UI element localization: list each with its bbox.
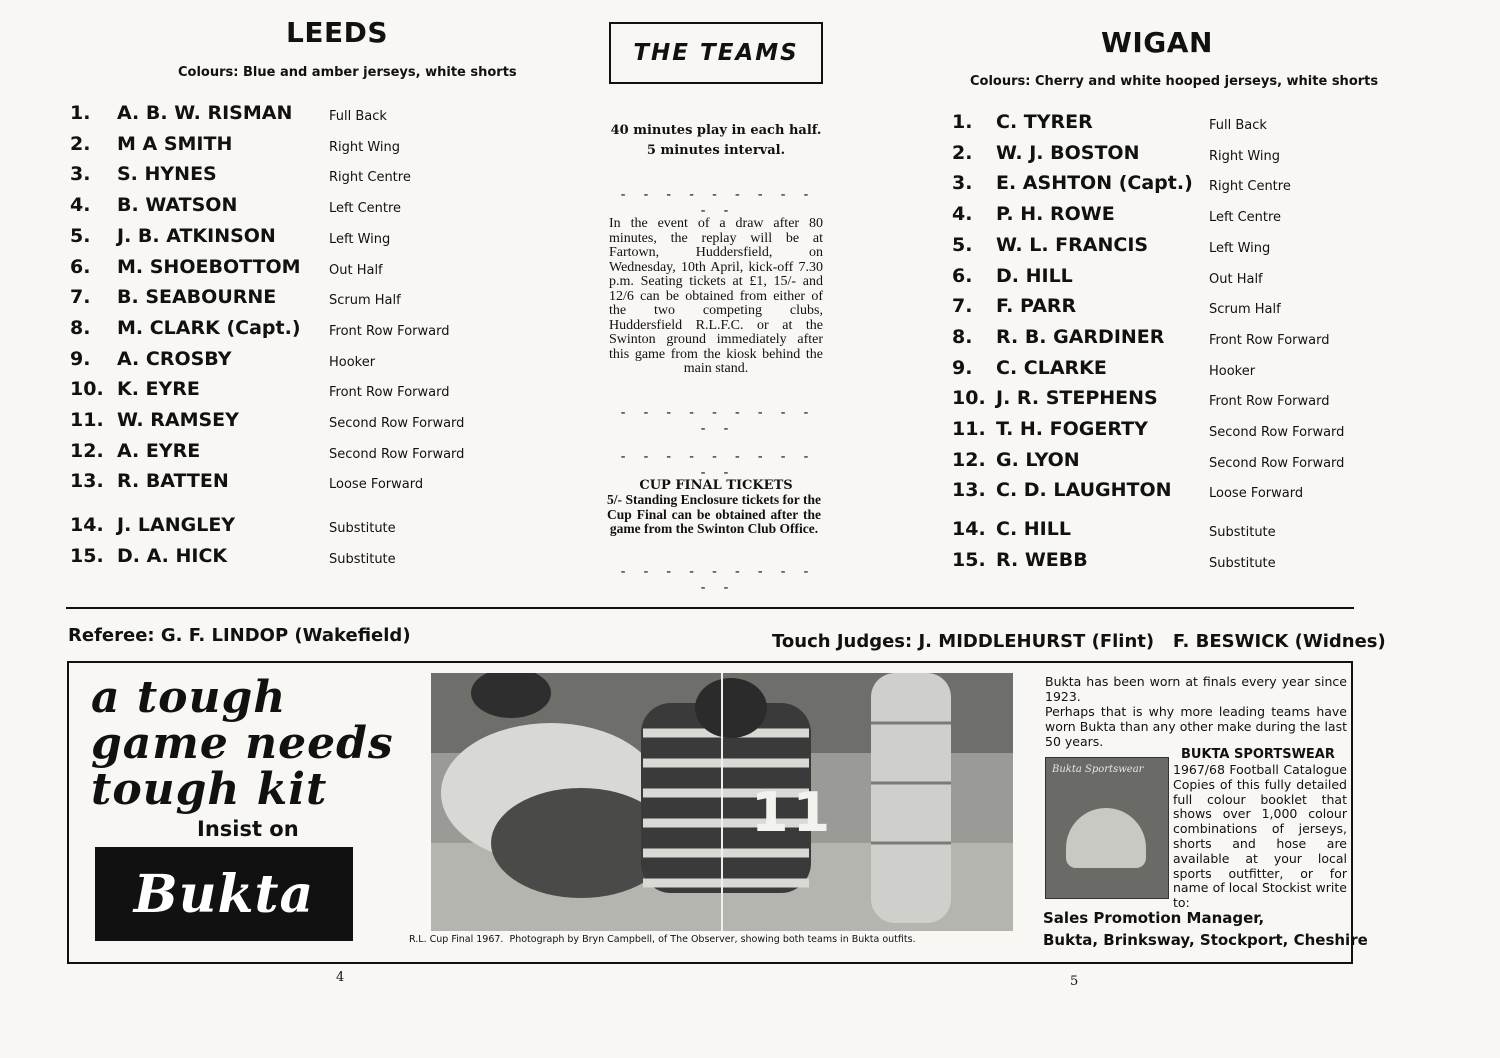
player-number: 4. [70, 194, 91, 217]
player-number: 8. [70, 316, 91, 339]
player-name: R. B. GARDINER [996, 325, 1165, 348]
player-name: T. H. FOGERTY [996, 418, 1148, 440]
player-position: Out Half [329, 262, 383, 278]
player-position: Front Row Forward [329, 323, 450, 339]
player-number: 5. [70, 224, 91, 247]
player-number: 2. [70, 132, 91, 155]
player-number: 5. [952, 233, 973, 256]
catalogue-cover-title: Bukta Sportswear [1052, 764, 1144, 775]
player-name: J. R. STEPHENS [996, 387, 1158, 410]
the-teams-heading: THE TEAMS [633, 40, 799, 66]
player-position: Hooker [1209, 363, 1256, 379]
ad-slogan-line1: a tough [91, 672, 287, 723]
touch-judges: Touch Judges: J. MIDDLEHURST (Flint) F. BESWICK (Widnes) [772, 631, 1386, 652]
player-name: W. RAMSEY [117, 409, 239, 431]
player-name: W. J. BOSTON [996, 141, 1140, 164]
player-position: Substitute [1209, 525, 1276, 541]
player-number: 12. [70, 439, 104, 462]
referee: Referee: G. F. LINDOP (Wakefield) [68, 625, 411, 646]
player-name: S. HYNES [117, 163, 217, 186]
player-name: C. D. LAUGHTON [996, 479, 1172, 502]
player-position: Hooker [329, 354, 376, 370]
player-position: Right Centre [329, 170, 411, 186]
separator-4: - - - - - - - - - - - [618, 564, 814, 596]
separator-1: - - - - - - - - - - - [618, 187, 814, 219]
bukta-sportswear-heading: BUKTA SPORTSWEAR [1181, 747, 1335, 762]
player-name: E. ASHTON (Capt.) [996, 172, 1193, 195]
player-name: A. CROSBY [117, 347, 232, 370]
address-line1: Sales Promotion Manager, [1043, 909, 1265, 927]
player-number: 6. [70, 255, 91, 278]
photo-caption: R.L. Cup Final 1967. Photograph by Bryn Campbell, of The Observer, showing both teams in Bukta outfits. [409, 934, 916, 945]
player-name: M. SHOEBOTTOM [117, 255, 301, 278]
photo-shirt-number: 11 [751, 781, 835, 844]
player-name: B. SEABOURNE [117, 286, 277, 309]
player-position: Full Back [1209, 118, 1267, 133]
player-number: 3. [70, 163, 91, 186]
player-position: Front Row Forward [1209, 394, 1330, 410]
player-name: R. BATTEN [117, 470, 229, 493]
leeds-title: LEEDS [286, 16, 389, 49]
player-name: W. L. FRANCIS [996, 233, 1149, 256]
player-position: Right Wing [1209, 148, 1281, 164]
page-number-right: 5 [1070, 974, 1079, 989]
player-position: Loose Forward [1209, 486, 1304, 502]
player-number: 11. [70, 409, 104, 431]
ad-slogan-line3: tough kit [91, 764, 328, 815]
player-number: 14. [952, 518, 986, 541]
player-number: 10. [70, 378, 104, 401]
player-number: 10. [952, 387, 986, 410]
player-position: Left Wing [1209, 240, 1271, 256]
bukta-advert [67, 661, 1368, 964]
player-name: A. EYRE [117, 439, 201, 462]
cup-final-tickets-text: 5/- Standing Enclosure tickets for the Cup Final can be obtained after the game from the Swinton Club Office. [607, 492, 821, 536]
player-position: Left Wing [329, 231, 391, 247]
player-position: Right Wing [329, 139, 401, 155]
leeds-colours: Colours: Blue and amber jerseys, white shorts [178, 65, 517, 80]
player-name: M A SMITH [117, 132, 233, 155]
player-number: 4. [952, 203, 973, 226]
player-position: Right Centre [1209, 179, 1291, 195]
player-number: 13. [952, 479, 986, 502]
player-name: K. EYRE [117, 378, 200, 401]
player-position: Full Back [329, 109, 387, 124]
player-position: Loose Forward [329, 477, 424, 493]
player-name: J. B. ATKINSON [117, 224, 276, 247]
player-position: Scrum Half [1209, 302, 1281, 318]
player-number: 15. [952, 548, 986, 571]
ad-insist-on: Insist on [197, 817, 299, 841]
player-number: 8. [952, 325, 973, 348]
player-position: Substitute [1209, 555, 1276, 571]
cup-final-photo [431, 673, 1013, 931]
the-teams-box [609, 22, 823, 84]
page-number-left: 4 [336, 970, 345, 985]
player-number: 13. [70, 470, 104, 493]
player-name: P. H. ROWE [996, 203, 1115, 226]
separator-2: - - - - - - - - - - - [618, 405, 814, 437]
wigan-title: WIGAN [1101, 26, 1213, 59]
wigan-colours: Colours: Cherry and white hooped jerseys, white shorts [970, 74, 1379, 89]
player-name: D. A. HICK [117, 544, 228, 567]
player-number: 6. [952, 264, 973, 287]
player-number: 12. [952, 448, 986, 471]
player-position: Front Row Forward [1209, 332, 1330, 348]
player-name: G. LYON [996, 448, 1080, 471]
separator-3: - - - - - - - - - - - [618, 449, 814, 481]
player-number: 11. [952, 418, 986, 440]
photo-illustration [431, 673, 1013, 931]
player-name: M. CLARK (Capt.) [117, 316, 301, 339]
ad-leading-teams-text: Perhaps that is why more leading teams have worn Bukta than any other make during the last 50 years. [1045, 704, 1347, 749]
play-info-line1: 40 minutes play in each half. [610, 123, 822, 138]
player-position: Scrum Half [329, 293, 401, 309]
player-number: 1. [70, 102, 91, 124]
ad-slogan-line2: game needs [91, 718, 394, 769]
ad-history-text: Bukta has been worn at finals every year since 1923. [1045, 674, 1347, 704]
player-position: Substitute [329, 551, 396, 567]
player-number: 2. [952, 141, 973, 164]
bukta-logo-text: Bukta [133, 863, 315, 925]
player-position: Out Half [1209, 271, 1263, 287]
player-name: C. CLARKE [996, 356, 1107, 379]
player-position: Substitute [329, 521, 396, 537]
player-number: 7. [70, 286, 91, 309]
horizontal-rule [66, 607, 1354, 609]
player-position: Front Row Forward [329, 385, 450, 401]
player-name: J. LANGLEY [117, 514, 236, 537]
player-name: A. B. W. RISMAN [117, 102, 293, 124]
player-position: Second Row Forward [329, 416, 465, 431]
replay-notice: In the event of a draw after 80 minutes, the replay will be at Fartown, Huddersfield, on Wednesday, 10th April, kick-off 7.30 p.m. Seating tickets at £1, 15/- and 12/6 can be obtained from either of the two competing clubs, Huddersfield R.L.F.C. or at the Swinton ground immediately after this game from the kiosk behind the main stand. [609, 216, 823, 376]
player-name: C. TYRER [996, 111, 1093, 133]
player-number: 7. [952, 295, 973, 318]
player-position: Left Centre [1209, 210, 1282, 226]
player-name: F. PARR [996, 295, 1077, 318]
player-name: R. WEBB [996, 548, 1088, 571]
catalogue-cover [1045, 757, 1169, 899]
player-number: 9. [70, 347, 91, 370]
address-line2: Bukta, Brinksway, Stockport, Cheshire [1043, 931, 1368, 949]
player-name: C. HILL [996, 518, 1071, 541]
player-name: D. HILL [996, 264, 1073, 287]
player-number: 9. [952, 356, 973, 379]
player-number: 14. [70, 514, 104, 537]
bukta-logo [95, 847, 353, 941]
cup-final-tickets-heading: CUP FINAL TICKETS [639, 478, 793, 493]
player-number: 1. [952, 111, 973, 133]
player-position: Second Row Forward [1209, 455, 1345, 471]
player-position: Second Row Forward [329, 446, 465, 462]
player-name: B. WATSON [117, 194, 238, 217]
player-number: 15. [70, 544, 104, 567]
player-position: Left Centre [329, 201, 402, 217]
play-info-line2: 5 minutes interval. [646, 143, 786, 158]
player-number: 3. [952, 172, 973, 195]
player-position: Second Row Forward [1209, 425, 1345, 440]
catalogue-text: 1967/68 Football Catalogue Copies of this fully detailed full colour booklet that shows over 1,000 colour combinations of jerseys, shorts and hose are available at your local sports outfitter, or for name of local Stockist write to: [1173, 762, 1347, 911]
